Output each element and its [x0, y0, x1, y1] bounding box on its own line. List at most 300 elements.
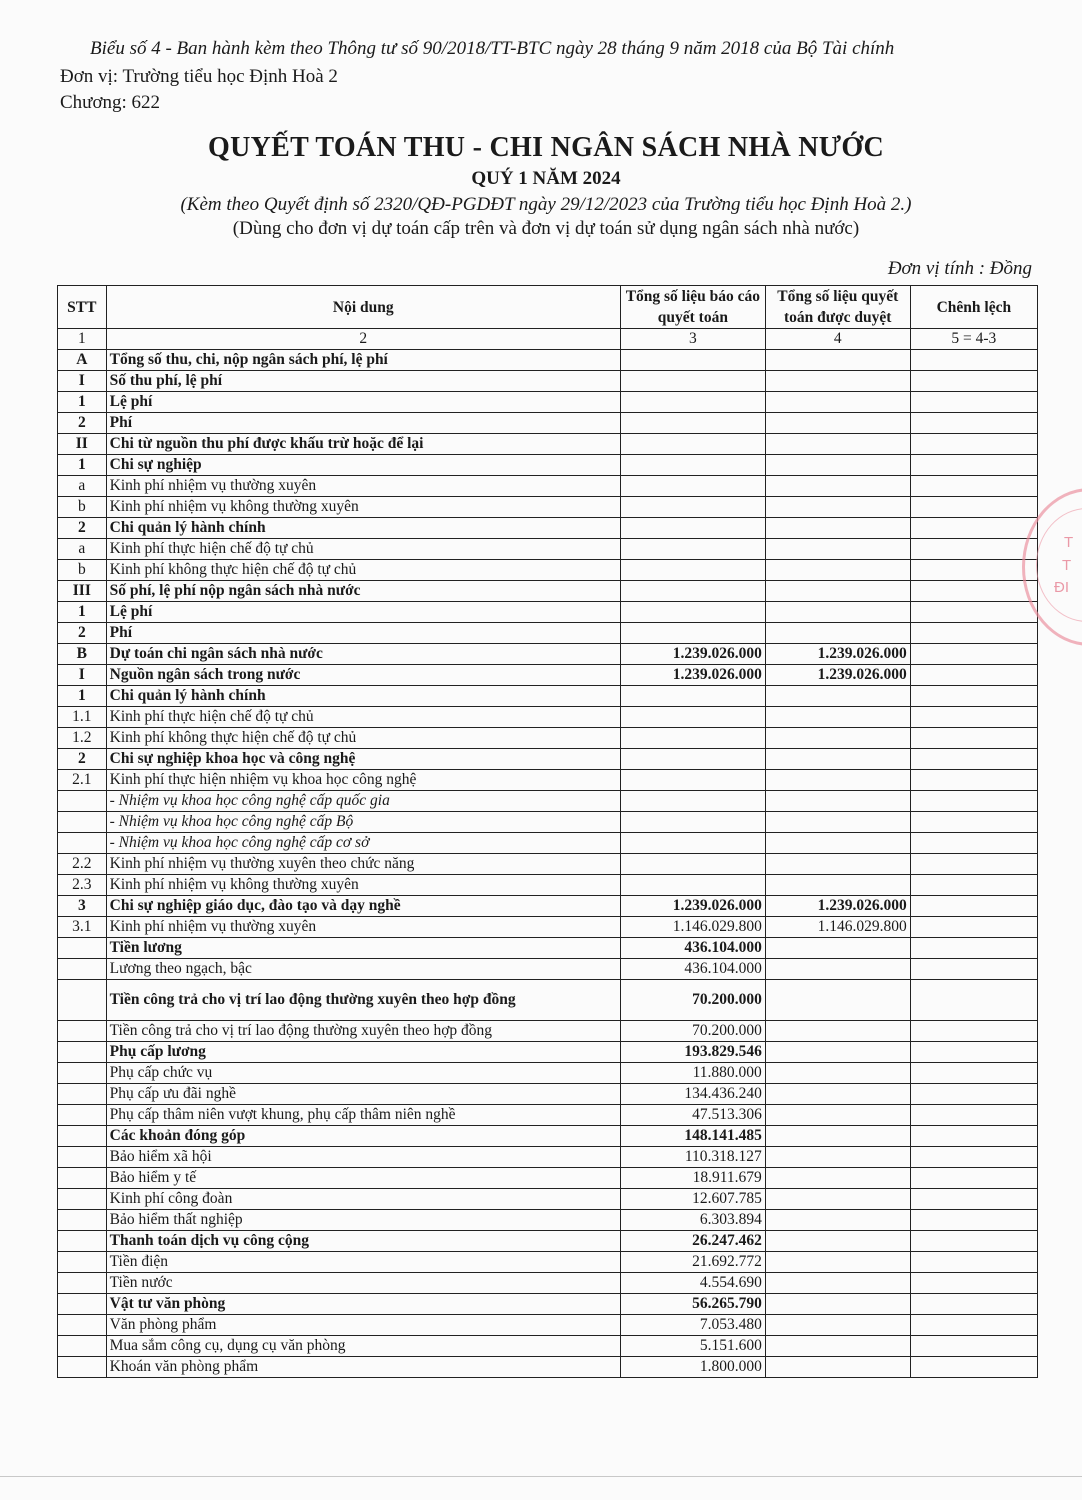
table-row — [58, 392, 1038, 413]
row-stt — [58, 1168, 107, 1189]
row-content: Tiền công trả cho vị trí lao động thường xuyên theo hợp đồng — [106, 1021, 620, 1042]
row-content: - Nhiệm vụ khoa học công nghệ cấp cơ sở — [106, 833, 620, 854]
header-stt: STT — [58, 286, 107, 329]
row-difference-value — [910, 1273, 1037, 1294]
row-approved-value — [765, 875, 910, 896]
row-stt: 3.1 — [58, 917, 107, 938]
row-content: Tiền lương — [106, 938, 620, 959]
row-content: Kinh phí thực hiện chế độ tự chủ — [106, 539, 620, 560]
header-reported: Tổng số liệu báo cáo quyết toán — [620, 286, 765, 329]
row-reported-value: 110.318.127 — [620, 1147, 765, 1168]
row-stt: B — [58, 644, 107, 665]
column-number: 5 = 4-3 — [910, 329, 1037, 350]
row-difference-value — [910, 497, 1037, 518]
row-approved-value — [765, 959, 910, 980]
row-reported-value — [620, 728, 765, 749]
row-difference-value — [910, 1063, 1037, 1084]
row-stt: 2 — [58, 749, 107, 770]
row-content: Phụ cấp thâm niên vượt khung, phụ cấp thâm niên nghề — [106, 1105, 620, 1126]
row-reported-value — [620, 581, 765, 602]
row-approved-value: 1.239.026.000 — [765, 896, 910, 917]
row-approved-value — [765, 707, 910, 728]
row-difference-value — [910, 392, 1037, 413]
row-reported-value — [620, 623, 765, 644]
row-approved-value — [765, 476, 910, 497]
row-difference-value — [910, 1252, 1037, 1273]
row-approved-value — [765, 1252, 910, 1273]
table-row — [58, 1252, 1038, 1273]
row-difference-value — [910, 812, 1037, 833]
row-content: Lệ phí — [106, 602, 620, 623]
row-difference-value — [910, 1147, 1037, 1168]
row-reported-value — [620, 350, 765, 371]
table-row — [58, 476, 1038, 497]
table-row — [58, 1294, 1038, 1315]
row-content: Kinh phí công đoàn — [106, 1189, 620, 1210]
row-stt: b — [58, 497, 107, 518]
row-stt — [58, 1063, 107, 1084]
row-stt: 3 — [58, 896, 107, 917]
row-approved-value — [765, 1294, 910, 1315]
row-stt: a — [58, 476, 107, 497]
row-stt: 1.2 — [58, 728, 107, 749]
row-approved-value — [765, 623, 910, 644]
table-row — [58, 1210, 1038, 1231]
row-content: Kinh phí thực hiện chế độ tự chủ — [106, 707, 620, 728]
row-approved-value — [765, 1021, 910, 1042]
row-difference-value — [910, 371, 1037, 392]
row-approved-value — [765, 1168, 910, 1189]
row-stt — [58, 959, 107, 980]
row-content: Phí — [106, 623, 620, 644]
row-reported-value: 18.911.679 — [620, 1168, 765, 1189]
decree-reference: Biểu số 4 - Ban hành kèm theo Thông tư số 90/2018/TT-BTC ngày 28 tháng 9 năm 2018 của Bộ Tài chính — [90, 38, 895, 59]
row-content: Khoán văn phòng phẩm — [106, 1357, 620, 1378]
row-approved-value — [765, 1042, 910, 1063]
row-difference-value — [910, 1105, 1037, 1126]
row-content: Kinh phí nhiệm vụ thường xuyên — [106, 917, 620, 938]
table-row — [58, 686, 1038, 707]
row-content: Chi sự nghiệp giáo dục, đào tạo và dạy nghề — [106, 896, 620, 917]
table-row — [58, 1231, 1038, 1252]
row-stt — [58, 812, 107, 833]
table-row — [58, 1315, 1038, 1336]
table-row — [58, 1189, 1038, 1210]
row-stt — [58, 1021, 107, 1042]
table-row — [58, 413, 1038, 434]
row-reported-value: 148.141.485 — [620, 1126, 765, 1147]
row-stt — [58, 1336, 107, 1357]
row-stt: 1 — [58, 392, 107, 413]
row-difference-value — [910, 350, 1037, 371]
row-reported-value: 7.053.480 — [620, 1315, 765, 1336]
row-stt: 2 — [58, 623, 107, 644]
table-row — [58, 497, 1038, 518]
table-row — [58, 770, 1038, 791]
table-row — [58, 1126, 1038, 1147]
row-reported-value: 1.800.000 — [620, 1357, 765, 1378]
row-difference-value — [910, 1168, 1037, 1189]
row-difference-value — [910, 1336, 1037, 1357]
row-stt — [58, 1189, 107, 1210]
row-approved-value — [765, 455, 910, 476]
row-difference-value — [910, 938, 1037, 959]
table-row — [58, 1063, 1038, 1084]
row-content: Bảo hiểm xã hội — [106, 1147, 620, 1168]
row-difference-value — [910, 707, 1037, 728]
row-content: Chi sự nghiệp khoa học và công nghệ — [106, 749, 620, 770]
row-stt — [58, 1273, 107, 1294]
row-reported-value — [620, 875, 765, 896]
row-reported-value: 47.513.306 — [620, 1105, 765, 1126]
row-approved-value: 1.146.029.800 — [765, 917, 910, 938]
row-approved-value — [765, 770, 910, 791]
report-quarter: QUÝ 1 NĂM 2024 — [471, 168, 621, 189]
row-stt: I — [58, 665, 107, 686]
budget-settlement-table — [57, 285, 1038, 1378]
row-approved-value — [765, 833, 910, 854]
row-content: Phụ cấp ưu đãi nghề — [106, 1084, 620, 1105]
row-difference-value — [910, 539, 1037, 560]
table-row — [58, 1168, 1038, 1189]
row-approved-value — [765, 1336, 910, 1357]
row-approved-value — [765, 1147, 910, 1168]
row-content: Kinh phí không thực hiện chế độ tự chủ — [106, 728, 620, 749]
row-reported-value — [620, 413, 765, 434]
row-reported-value — [620, 518, 765, 539]
row-stt — [58, 1357, 107, 1378]
row-stt — [58, 791, 107, 812]
row-reported-value — [620, 371, 765, 392]
row-stt: 2.2 — [58, 854, 107, 875]
row-content: Nguồn ngân sách trong nước — [106, 665, 620, 686]
row-stt: 1 — [58, 686, 107, 707]
row-stt: 2 — [58, 413, 107, 434]
row-difference-value — [910, 749, 1037, 770]
row-stt: 2.1 — [58, 770, 107, 791]
row-content: Thanh toán dịch vụ công cộng — [106, 1231, 620, 1252]
row-approved-value: 1.239.026.000 — [765, 665, 910, 686]
row-difference-value — [910, 1315, 1037, 1336]
table-row — [58, 1357, 1038, 1378]
row-reported-value: 11.880.000 — [620, 1063, 765, 1084]
row-approved-value — [765, 1231, 910, 1252]
row-reported-value: 436.104.000 — [620, 938, 765, 959]
table-row — [58, 1336, 1038, 1357]
row-reported-value: 193.829.546 — [620, 1042, 765, 1063]
row-difference-value — [910, 413, 1037, 434]
row-difference-value — [910, 896, 1037, 917]
row-difference-value — [910, 602, 1037, 623]
row-approved-value — [765, 518, 910, 539]
row-difference-value — [910, 581, 1037, 602]
row-content: Tiền công trả cho vị trí lao động thường xuyên theo hợp đồng — [106, 980, 620, 1021]
row-approved-value — [765, 1063, 910, 1084]
row-stt: 1.1 — [58, 707, 107, 728]
stamp-letter: T — [1062, 557, 1072, 574]
table-row — [58, 728, 1038, 749]
row-content: Văn phòng phẩm — [106, 1315, 620, 1336]
row-reported-value — [620, 833, 765, 854]
row-reported-value: 436.104.000 — [620, 959, 765, 980]
row-stt — [58, 1042, 107, 1063]
unit-name: Đơn vị: Trường tiểu học Định Hoà 2 — [60, 66, 338, 87]
document-title: QUYẾT TOÁN THU - CHI NGÂN SÁCH NHÀ NƯỚC — [207, 132, 884, 163]
column-number: 3 — [620, 329, 765, 350]
table-row — [58, 959, 1038, 980]
table-row — [58, 518, 1038, 539]
row-content: Chi quản lý hành chính — [106, 686, 620, 707]
table-row — [58, 623, 1038, 644]
row-content: Mua sắm công cụ, dụng cụ văn phòng — [106, 1336, 620, 1357]
row-difference-value — [910, 455, 1037, 476]
row-difference-value — [910, 833, 1037, 854]
row-content: Phụ cấp chức vụ — [106, 1063, 620, 1084]
row-reported-value — [620, 434, 765, 455]
row-content: Phí — [106, 413, 620, 434]
table-body — [58, 350, 1038, 1378]
table-row — [58, 1105, 1038, 1126]
stamp-letter: T — [1064, 534, 1074, 551]
row-content: Lệ phí — [106, 392, 620, 413]
row-stt — [58, 1105, 107, 1126]
row-difference-value — [910, 854, 1037, 875]
row-reported-value: 26.247.462 — [620, 1231, 765, 1252]
row-difference-value — [910, 1294, 1037, 1315]
row-content: Chi sự nghiệp — [106, 455, 620, 476]
table-header-row — [58, 286, 1038, 329]
row-content: Các khoản đóng góp — [106, 1126, 620, 1147]
row-stt — [58, 1315, 107, 1336]
row-approved-value — [765, 1315, 910, 1336]
row-difference-value — [910, 665, 1037, 686]
row-reported-value: 21.692.772 — [620, 1252, 765, 1273]
row-stt: 1 — [58, 455, 107, 476]
row-content: Kinh phí nhiệm vụ thường xuyên theo chức năng — [106, 854, 620, 875]
row-difference-value — [910, 1021, 1037, 1042]
row-difference-value — [910, 1189, 1037, 1210]
row-difference-value — [910, 518, 1037, 539]
row-difference-value — [910, 728, 1037, 749]
table-row — [58, 938, 1038, 959]
column-number-row — [58, 329, 1038, 350]
stamp-letter: ĐI — [1054, 579, 1069, 596]
row-reported-value: 4.554.690 — [620, 1273, 765, 1294]
row-reported-value: 1.239.026.000 — [620, 644, 765, 665]
table-row — [58, 749, 1038, 770]
row-approved-value — [765, 728, 910, 749]
row-stt — [58, 938, 107, 959]
row-stt: A — [58, 350, 107, 371]
usage-note: (Dùng cho đơn vị dự toán cấp trên và đơn vị dự toán sử dụng ngân sách nhà nước) — [232, 218, 860, 239]
row-approved-value — [765, 938, 910, 959]
row-content: Kinh phí nhiệm vụ không thường xuyên — [106, 497, 620, 518]
row-content: Kinh phí nhiệm vụ thường xuyên — [106, 476, 620, 497]
row-reported-value — [620, 476, 765, 497]
row-reported-value: 1.239.026.000 — [620, 665, 765, 686]
row-stt — [58, 1147, 107, 1168]
row-approved-value — [765, 854, 910, 875]
table-row — [58, 539, 1038, 560]
row-stt: 2 — [58, 518, 107, 539]
row-content: Chi từ nguồn thu phí được khấu trừ hoặc để lại — [106, 434, 620, 455]
row-approved-value — [765, 413, 910, 434]
row-content: Kinh phí không thực hiện chế độ tự chủ — [106, 560, 620, 581]
row-stt — [58, 1126, 107, 1147]
row-approved-value — [765, 980, 910, 1021]
table-row — [58, 350, 1038, 371]
row-stt — [58, 1252, 107, 1273]
row-approved-value — [765, 392, 910, 413]
table-row — [58, 875, 1038, 896]
row-content: Phụ cấp lương — [106, 1042, 620, 1063]
row-difference-value — [910, 1357, 1037, 1378]
row-reported-value — [620, 812, 765, 833]
row-approved-value — [765, 812, 910, 833]
column-number: 1 — [58, 329, 107, 350]
row-difference-value — [910, 686, 1037, 707]
row-difference-value — [910, 770, 1037, 791]
table-row — [58, 917, 1038, 938]
row-approved-value — [765, 560, 910, 581]
row-difference-value — [910, 434, 1037, 455]
row-stt: 2.3 — [58, 875, 107, 896]
row-reported-value — [620, 560, 765, 581]
row-content: Vật tư văn phòng — [106, 1294, 620, 1315]
row-reported-value: 70.200.000 — [620, 980, 765, 1021]
row-approved-value — [765, 497, 910, 518]
row-approved-value — [765, 1273, 910, 1294]
row-content: Bảo hiểm thất nghiệp — [106, 1210, 620, 1231]
row-stt — [58, 1210, 107, 1231]
table-row — [58, 980, 1038, 1021]
row-content: Lương theo ngạch, bậc — [106, 959, 620, 980]
row-difference-value — [910, 875, 1037, 896]
page-bottom-edge — [0, 1476, 1082, 1477]
row-approved-value — [765, 434, 910, 455]
row-difference-value — [910, 560, 1037, 581]
table-row — [58, 581, 1038, 602]
row-difference-value — [910, 917, 1037, 938]
row-content: Bảo hiểm y tế — [106, 1168, 620, 1189]
row-stt: b — [58, 560, 107, 581]
row-content: - Nhiệm vụ khoa học công nghệ cấp Bộ — [106, 812, 620, 833]
row-difference-value — [910, 1042, 1037, 1063]
row-approved-value: 1.239.026.000 — [765, 644, 910, 665]
row-difference-value — [910, 1210, 1037, 1231]
row-content: Tiền nước — [106, 1273, 620, 1294]
row-approved-value — [765, 350, 910, 371]
attachment-note: (Kèm theo Quyết định số 2320/QĐ-PGDĐT ngày 29/12/2023 của Trường tiểu học Định Hoà 2.) — [180, 194, 912, 215]
row-stt: I — [58, 371, 107, 392]
row-approved-value — [765, 686, 910, 707]
row-approved-value — [765, 539, 910, 560]
table-row — [58, 644, 1038, 665]
row-reported-value — [620, 539, 765, 560]
row-difference-value — [910, 1126, 1037, 1147]
row-difference-value — [910, 1231, 1037, 1252]
row-approved-value — [765, 1126, 910, 1147]
row-difference-value — [910, 623, 1037, 644]
table-row — [58, 1021, 1038, 1042]
row-approved-value — [765, 602, 910, 623]
row-difference-value — [910, 1084, 1037, 1105]
row-content: Chi quản lý hành chính — [106, 518, 620, 539]
row-difference-value — [910, 791, 1037, 812]
column-number: 2 — [106, 329, 620, 350]
row-reported-value — [620, 455, 765, 476]
table-row — [58, 812, 1038, 833]
row-stt: 1 — [58, 602, 107, 623]
row-reported-value — [620, 602, 765, 623]
row-reported-value — [620, 497, 765, 518]
row-stt: III — [58, 581, 107, 602]
row-content: Tổng số thu, chi, nộp ngân sách phí, lệ phí — [106, 350, 620, 371]
row-approved-value — [765, 371, 910, 392]
row-reported-value — [620, 854, 765, 875]
row-reported-value: 12.607.785 — [620, 1189, 765, 1210]
header-difference: Chênh lệch — [910, 286, 1037, 329]
row-stt — [58, 1231, 107, 1252]
row-reported-value — [620, 707, 765, 728]
row-reported-value — [620, 749, 765, 770]
table-row — [58, 434, 1038, 455]
header-approved: Tổng số liệu quyết toán được duyệt — [765, 286, 910, 329]
row-reported-value — [620, 791, 765, 812]
row-reported-value: 134.436.240 — [620, 1084, 765, 1105]
row-approved-value — [765, 581, 910, 602]
table-row — [58, 455, 1038, 476]
row-approved-value — [765, 1105, 910, 1126]
row-approved-value — [765, 749, 910, 770]
row-stt: II — [58, 434, 107, 455]
row-reported-value: 5.151.600 — [620, 1336, 765, 1357]
table-row — [58, 1084, 1038, 1105]
table-row — [58, 833, 1038, 854]
row-stt: a — [58, 539, 107, 560]
table-row — [58, 560, 1038, 581]
table-row — [58, 665, 1038, 686]
row-stt — [58, 980, 107, 1021]
row-approved-value — [765, 1357, 910, 1378]
table-row — [58, 602, 1038, 623]
row-content: Số phí, lệ phí nộp ngân sách nhà nước — [106, 581, 620, 602]
currency-unit: Đơn vị tính : Đồng — [887, 258, 1032, 279]
row-approved-value — [765, 1210, 910, 1231]
table-row — [58, 1273, 1038, 1294]
row-content: - Nhiệm vụ khoa học công nghệ cấp quốc gia — [106, 791, 620, 812]
row-reported-value — [620, 392, 765, 413]
row-reported-value: 1.239.026.000 — [620, 896, 765, 917]
table-row — [58, 896, 1038, 917]
table-row — [58, 707, 1038, 728]
row-reported-value — [620, 686, 765, 707]
row-stt — [58, 1084, 107, 1105]
row-stt — [58, 833, 107, 854]
row-content: Số thu phí, lệ phí — [106, 371, 620, 392]
row-difference-value — [910, 959, 1037, 980]
row-content: Tiền điện — [106, 1252, 620, 1273]
row-reported-value: 56.265.790 — [620, 1294, 765, 1315]
row-reported-value: 1.146.029.800 — [620, 917, 765, 938]
row-difference-value — [910, 476, 1037, 497]
chapter-code: Chương: 622 — [60, 92, 161, 113]
row-stt — [58, 1294, 107, 1315]
row-approved-value — [765, 1189, 910, 1210]
row-reported-value: 6.303.894 — [620, 1210, 765, 1231]
row-approved-value — [765, 791, 910, 812]
row-reported-value — [620, 770, 765, 791]
